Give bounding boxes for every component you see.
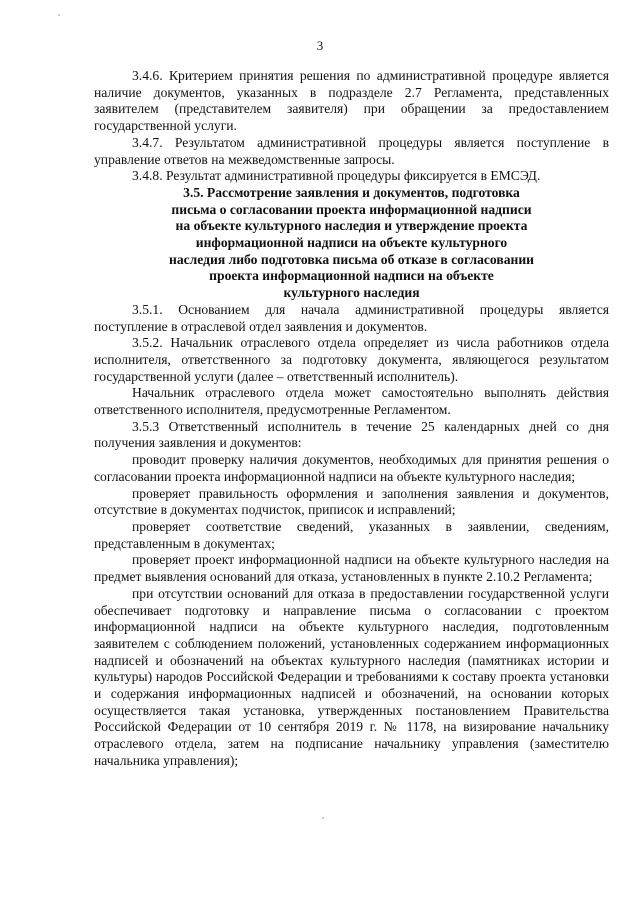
heading-line: проекта информационной надписи на объекте (209, 268, 494, 284)
paragraph-3-5-3: 3.5.3 Ответственный исполнитель в течение 25 календарных дней со дня получения заявления и документов: (94, 418, 609, 451)
paragraph-head-of-department: Начальник отраслевого отдела может самостоятельно выполнять действия ответственного исполнителя, предусмотренные Регламентом. (94, 385, 609, 418)
paragraph-3-5-2: 3.5.2. Начальник отраслевого отдела определяет из числа работников отдела исполнителя, ответственного за подготовку документа, являющегося результатом государственной услуги (далее – ответственный исполнитель). (94, 335, 609, 384)
list-item-check-information: проверяет соответствие сведений, указанных в заявлении, сведениям, представленным в документах; (94, 518, 609, 551)
scan-speck (322, 817, 324, 819)
heading-line: информационной надписи на объекте культурного (195, 235, 508, 251)
list-item-check-project: проверяет проект информационной надписи на объекте культурного наследия на предмет выявления оснований для отказа, установленных в пункте 2.10.2 Регламента; (94, 552, 609, 585)
heading-line: на объекте культурного наследия и утверждение проекта (175, 218, 528, 234)
paragraph-3-4-8: 3.4.8. Результат административной процедуры фиксируется в ЕМСЭД. (132, 168, 541, 184)
heading-line: наследия либо подготовка письма об отказе в согласовании (168, 251, 535, 267)
document-body (94, 68, 609, 770)
paragraph-3-4-6: 3.4.6. Критерием принятия решения по административной процедуре является наличие документов, указанных в подразделе 2.7 Регламента, представленных заявителем (представителем заявителя) при обращении за предоставлением государственной услуги. (94, 68, 609, 134)
heading-line: 3.5. Рассмотрение заявления и документов, подготовка (183, 184, 520, 200)
paragraph-3-4-7: 3.4.7. Результатом административной процедуры является поступление в управление ответов на межведомственные запросы. (94, 134, 609, 167)
page-number: 3 (316, 38, 324, 53)
scan-speck (58, 14, 60, 16)
heading-line: культурного наследия (283, 285, 420, 301)
list-item-check-formatting: проверяет правильность оформления и заполнения заявления и документов, отсутствие в документах подчисток, приписок и исправлений; (94, 485, 609, 518)
list-item-approval-letter: при отсутствии оснований для отказа в предоставлении государственной услуги обеспечивает подготовку и направление письма о согласовании с проектом информационной надписи на объекте культурного наследия, подготовленным заявителем с соблюдением положений, установленных содержанием информационных надписей и обозначений на объектах культурного наследия (памятниках истории и культуры) народов Российской Федерации и требованиями к составу проекта установки и содержания информационных надписей и обозначений, на основании которых осуществляется такая установка, утвержденных постановлением Правительства Российской Федерации от 10 сентября 2019 г. № 1178, на визирование начальнику отраслевого отдела, затем на подписание начальнику управления (заместителю начальника управления); (94, 585, 609, 768)
section-heading-3-5 (94, 185, 609, 302)
list-item-check-documents: проводит проверку наличия документов, необходимых для принятия решения о согласовании проекта информационной надписи на объекте культурного наследия; (94, 452, 609, 484)
paragraph-3-5-1: 3.5.1. Основанием для начала административной процедуры является поступление в отраслевой отдел заявления и документов. (94, 301, 609, 334)
heading-line: письма о согласовании проекта информационной надписи (171, 201, 532, 217)
